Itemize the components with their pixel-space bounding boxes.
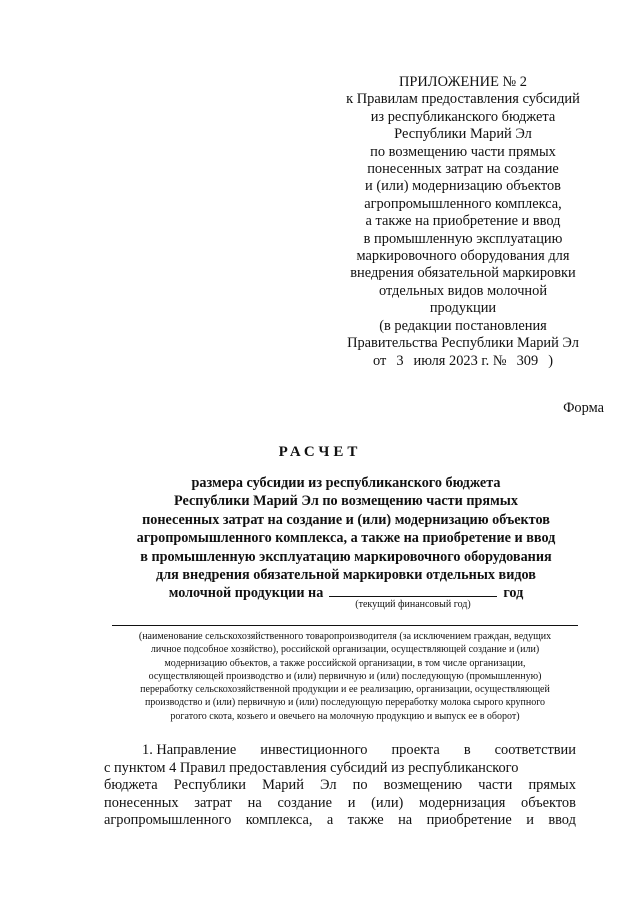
paragraph-line <box>104 760 576 778</box>
paragraph-word: агропромышленного <box>104 812 232 828</box>
appendix-line: Правительства Республики Марий Эл <box>347 335 579 352</box>
paragraph-word: и <box>347 794 356 811</box>
paragraph-word: ввод <box>548 812 576 828</box>
paragraph-1 <box>104 742 576 830</box>
paragraph-word: в <box>463 742 471 758</box>
financial-year-blank <box>329 584 497 597</box>
order-month-year: июля 2023 г. № <box>413 352 507 369</box>
paragraph-word: также <box>347 812 384 828</box>
order-prefix: от <box>373 352 387 369</box>
producer-note-line: модернизацию объектов, а также российской организации, в том числе организации, <box>164 657 526 669</box>
subtitle-line: понесенных затрат на создание и (или) модернизацию объектов <box>142 511 550 528</box>
producer-note-line: производство и (или) первичную и (или) последующую переработку молока сырого крупного <box>144 697 546 709</box>
paragraph-word: приобретение <box>426 812 512 828</box>
paragraph-line <box>104 795 576 813</box>
subtitle-last-suffix: год <box>503 585 524 602</box>
appendix-line: отдельных видов молочной <box>378 282 548 299</box>
appendix-line: по возмещению части прямых <box>370 143 556 160</box>
paragraph-word: возмещению <box>383 777 463 793</box>
appendix-line: понесенных затрат на создание <box>367 161 559 178</box>
appendix-line: ПРИЛОЖЕНИЕ № 2 <box>399 74 527 90</box>
producer-name-line <box>112 625 578 626</box>
producer-note-line: (наименование сельскохозяйственного товаропроизводителя (за исключением граждан, ведущих <box>138 631 552 642</box>
financial-year-note: (текущий финансовый год) <box>355 599 471 610</box>
appendix-line: маркировочного оборудования для <box>356 248 570 265</box>
paragraph-word: модернизация <box>419 794 506 811</box>
producer-note-line: переработку сельскохозяйственной продукции и ее реализацию, организации, осуществляющей <box>140 684 550 696</box>
appendix-line: (в редакции постановления <box>379 317 547 334</box>
producer-note-line: личное подсобное хозяйство), российской организации, осуществляющей создание и (или) <box>150 644 540 656</box>
paragraph-word: части <box>478 777 513 793</box>
form-label: Форма <box>563 400 604 416</box>
paragraph-word: соответствии <box>494 742 576 758</box>
paragraph-word: Республики <box>173 777 246 793</box>
paragraph-word: прямых <box>528 777 576 793</box>
appendix-line: из республиканского бюджета <box>370 108 556 125</box>
subtitle-line: в промышленную эксплуатацию маркировочного оборудования <box>140 548 552 565</box>
subtitle-line: для внедрения обязательной маркировки отдельных видов <box>156 567 536 584</box>
paragraph-word: бюджета <box>104 777 158 793</box>
paragraph-word: Эл <box>320 777 337 793</box>
paragraph-line <box>104 812 576 830</box>
appendix-header <box>322 74 604 370</box>
paragraph-word: объектов <box>521 794 576 811</box>
appendix-line: к Правилам предоставления субсидий <box>346 91 580 108</box>
paragraph-word: понесенных <box>104 794 179 811</box>
document-title: РАСЧЕТ <box>278 444 362 460</box>
paragraph-word: инвестиционного <box>260 742 368 758</box>
paragraph-word: по <box>352 777 368 793</box>
appendix-line: внедрения обязательной маркировки <box>350 265 576 282</box>
paragraph-word: комплекса, <box>245 812 313 828</box>
producer-name-note <box>112 630 578 723</box>
appendix-line: продукции <box>429 300 497 317</box>
paragraph-line <box>104 742 576 760</box>
producer-note-line: осуществляющей производство и (или) первичную и (или) последующую (промышленную) <box>148 670 542 682</box>
paragraph-word: а <box>326 812 334 828</box>
document-subtitle <box>96 474 596 603</box>
paragraph-word: и <box>526 812 534 828</box>
appendix-line: а также на приобретение и ввод <box>365 213 561 230</box>
paragraph-word: затрат <box>194 794 232 811</box>
appendix-line: и (или) модернизацию объектов <box>365 178 561 195</box>
paragraph-word: (или) <box>371 794 404 811</box>
paragraph-word: создание <box>277 794 332 811</box>
paragraph-word: 1. Направление <box>142 742 237 758</box>
appendix-order-line <box>322 353 604 370</box>
appendix-line: в промышленную эксплуатацию <box>363 230 563 247</box>
paragraph-word: Марий <box>262 777 304 793</box>
subtitle-line: размера субсидии из республиканского бюджета <box>191 475 501 491</box>
order-number: 309 <box>516 352 539 369</box>
paragraph-line <box>104 777 576 795</box>
subtitle-line: агропромышленного комплекса, а также на приобретение и ввод <box>136 530 556 547</box>
paragraph-word: на <box>398 812 413 828</box>
appendix-line: Республики Марий Эл <box>394 126 532 143</box>
paragraph-word: с пунктом 4 Правил предоставления субсидий из республиканского <box>104 759 519 776</box>
appendix-line: агропромышленного комплекса, <box>364 195 562 212</box>
paragraph-word: проекта <box>391 742 440 758</box>
subtitle-line: Республики Марий Эл по возмещению части прямых <box>174 493 518 510</box>
producer-note-line: рогатого скота, козьего и овечьего на молочную продукцию и выпуск ее в оборот) <box>170 710 520 722</box>
paragraph-word: на <box>247 794 262 811</box>
subtitle-last-prefix: молочной продукции на <box>168 585 324 602</box>
order-day: 3 <box>396 352 404 369</box>
order-suffix: ) <box>548 352 553 369</box>
